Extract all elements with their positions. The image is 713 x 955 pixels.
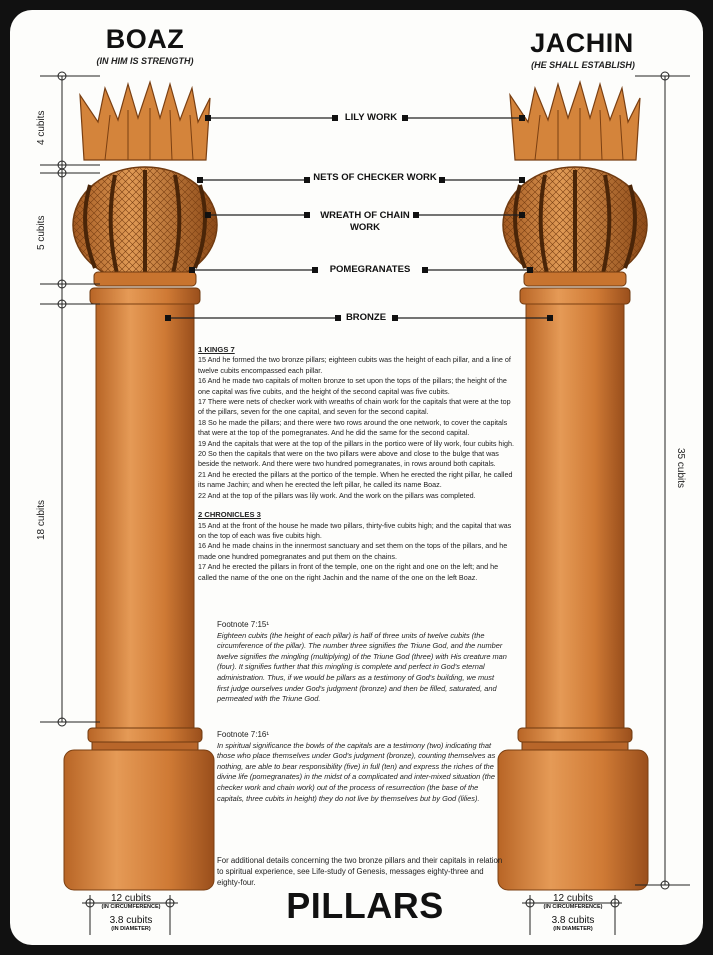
dim-18-cubits: 18 cubits (36, 499, 47, 540)
jachin-diameter (535, 916, 611, 933)
boaz-capital-bowl (73, 167, 217, 283)
label-nets-checker-work: NETS OF CHECKER WORK (313, 172, 437, 183)
dim-5-cubits: 5 cubits (36, 215, 47, 250)
circumference-note: (IN CIRCUMFERENCE) (543, 904, 603, 910)
kings-verses (198, 355, 516, 501)
jachin-circumference (535, 894, 611, 911)
footnote-title: Footnote 7:16¹ (217, 730, 270, 739)
verse: 18 So he made the pillars; and there were two rows around the one network, to cover the capitals that were at the top of the pomegranates. And he did the same for the second capital. (198, 417, 508, 438)
verse: 17 There were nets of checker work with wreaths of chain work for the capitals that were at the top of the pillars, seven for the one capital, and seven for the second capital. (198, 397, 511, 417)
circumference-value: 12 cubits (110, 893, 152, 904)
label-wreath-chain-work: WREATH OF CHAIN WORK (320, 210, 410, 233)
chronicles-verses (198, 521, 516, 583)
label-bronze: BRONZE (345, 312, 387, 323)
boaz-lily-work (80, 82, 210, 160)
verse: 15 And he formed the two bronze pillars; eighteen cubits was the height of each pillar, and a line of twelve cubits encompassed each pillar. (198, 355, 511, 375)
footnote-body: In spiritual significance the bowls of the capitals are a testimony (two) indicating that those who place themselves under God's judgment (bronze), counting themselves as nothing, are able to bear responsibility (five) in full (ten) and express the riches of the divine life (pomegranates) in the midst of a complicated and inter-mixed situation (the checker work and chain work) out of the process of resurrection (the base of the capitals, three cubits in height) they do not live by themselves but by God (lilies). (217, 740, 496, 803)
boaz-circumference (95, 894, 167, 911)
dim-35-cubits: 35 cubits (675, 448, 686, 489)
boaz-meaning: (IN HIM IS STRENGTH) (96, 56, 194, 66)
boaz-pillar (64, 82, 217, 890)
boaz-name: BOAZ (105, 24, 185, 54)
boaz-shaft (96, 304, 194, 730)
verse: 20 So then the capitals that were on the two pillars were above and close to the bulge that was beside the network. And there were two hundred pomegranates, in rows around both capitals. (198, 449, 499, 469)
verse: 21 And he erected the pillars at the portico of the temple. When he erected the right pillar, he called its name Jachin; and when he erected the left pillar, he called its name Boaz. (198, 469, 513, 490)
jachin-name: JACHIN (530, 28, 634, 58)
diameter-value: 3.8 cubits (551, 915, 595, 926)
jachin-capital-bowl (503, 167, 647, 283)
diagram-card (10, 10, 703, 945)
jachin-pillar (498, 82, 648, 890)
dim-4-cubits: 4 cubits (36, 110, 47, 145)
page-title: PILLARS (286, 885, 444, 926)
footnote-7-16 (217, 730, 507, 804)
footnote-7-15 (217, 620, 507, 705)
circumference-note: (IN CIRCUMFERENCE) (101, 904, 161, 910)
jachin-pomegranate-band (524, 272, 626, 286)
jachin-lily-work (510, 82, 640, 160)
verse: 15 And at the front of the house he made two pillars, thirty-five cubits high; and the capital that was on the top of each was five cubits high. (198, 520, 512, 540)
jachin-base (498, 750, 648, 890)
kings-heading: 1 KINGS 7 (198, 345, 235, 354)
label-pomegranates: POMEGRANATES (329, 264, 411, 275)
boaz-diameter (95, 916, 167, 933)
diameter-note: (IN DIAMETER) (111, 926, 151, 932)
boaz-pomegranate-band (94, 272, 196, 286)
verse: 16 And he made two capitals of molten bronze to set upon the tops of the pillars; the height of the one capital was five cubits, and the height of the second capital was five cubits. (198, 376, 507, 396)
verse: 17 And he erected the pillars in front of the temple, one on the right and one on the left; and he called the name of the one on the right Jachin and the name of the one on the left Boaz. (198, 562, 499, 582)
footnote-body: Eighteen cubits (the height of each pillar) is half of three units of twelve cubits (the circumference of the pillar). The number three signifies the Triune God, and the number twelve signifies the mingling (multiplying) of the Triune God (three) with His creature man (four). It signifies further that this mingling is complete and perfect in God's eternal administration. Thus, if we would be pillars as a testimony of God's building, we must first judge ourselves under God's judgment (bronze) and then be filled, saturated, and permeated with the Triune God. (217, 630, 507, 704)
diameter-value: 3.8 cubits (109, 915, 153, 926)
chronicles-heading: 2 CHRONICLES 3 (198, 510, 261, 520)
circumference-value: 12 cubits (552, 893, 594, 904)
verse: 19 And the capitals that were at the top of the pillars in the portico were of lily work, four cubits high. (198, 438, 515, 448)
verse: 16 And he made chains in the innermost sanctuary and set them on the tops of the pillars, and he made one hundred pomegranates and put them on the chains. (198, 541, 508, 561)
boaz-base (64, 750, 214, 890)
verse: 22 And at the top of the pillars was lily work. And the work on the pillars was completed. (198, 490, 476, 500)
diameter-note: (IN DIAMETER) (553, 926, 593, 932)
additional-details-note: For additional details concerning the two bronze pillars and their capitals in relation to spiritual experience, see Life-study of Genesis, messages eighty-three and eighty-four. (217, 856, 503, 887)
footnote-title: Footnote 7:15¹ (217, 620, 270, 629)
label-lily-work: LILY WORK (344, 112, 398, 123)
left-dimension-lines (40, 72, 100, 726)
jachin-meaning: (HE SHALL ESTABLISH) (531, 60, 635, 70)
scripture-text (198, 345, 516, 583)
jachin-shaft (526, 304, 624, 730)
